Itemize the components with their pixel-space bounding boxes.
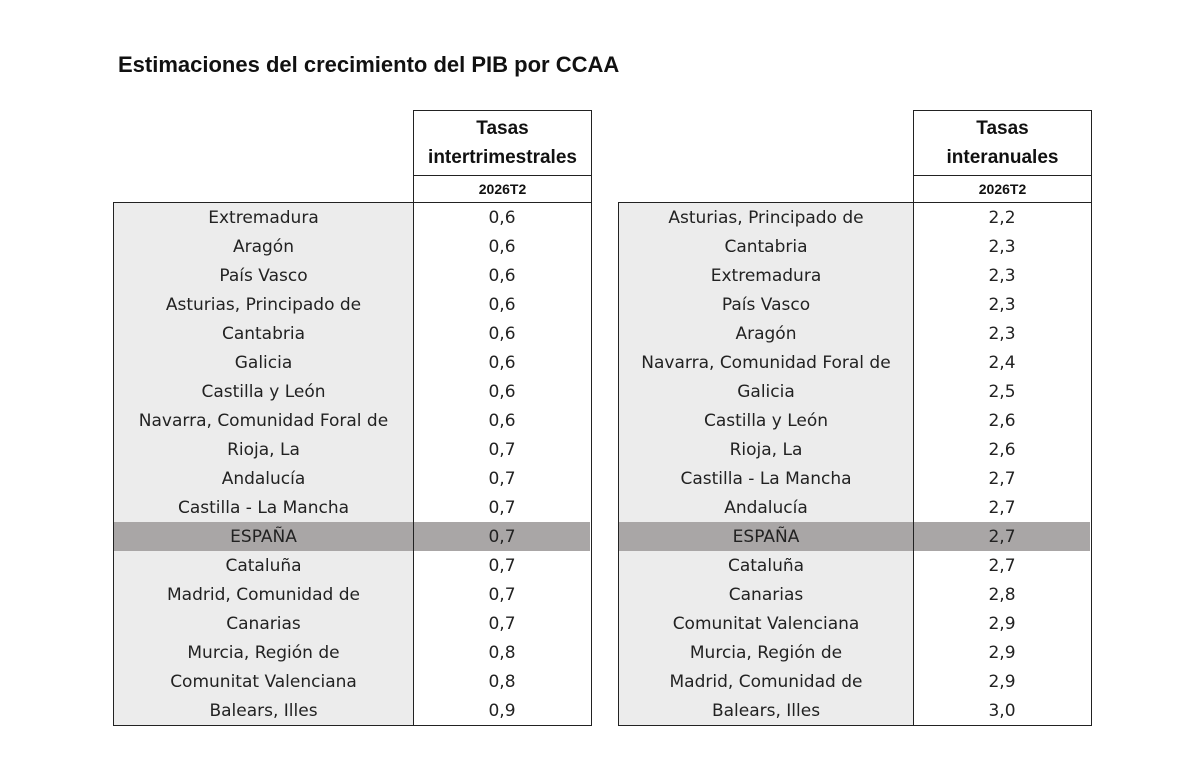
growth-value-cell: 0,8 bbox=[488, 671, 516, 692]
intertrimestral-header bbox=[413, 110, 592, 202]
intertrimestral-header-title: Tasas intertrimestrales bbox=[414, 111, 591, 176]
growth-value-cell: 2,3 bbox=[988, 265, 1016, 286]
growth-value-cell: 0,7 bbox=[488, 439, 516, 460]
region-name-cell: Extremadura bbox=[208, 207, 319, 228]
growth-value-cell: 2,3 bbox=[988, 323, 1016, 344]
region-name-cell: Galicia bbox=[737, 381, 795, 402]
growth-value-cell: 2,6 bbox=[988, 410, 1016, 431]
region-name-cell: Andalucía bbox=[221, 468, 306, 489]
growth-value-cell: 0,7 bbox=[488, 468, 516, 489]
region-name-cell: Canarias bbox=[226, 613, 301, 634]
growth-value-cell: 0,7 bbox=[488, 584, 516, 605]
intertrimestral-period: 2026T2 bbox=[478, 181, 527, 197]
region-name-cell: Aragón bbox=[232, 236, 294, 257]
spain-total-value: 2,7 bbox=[914, 522, 1090, 551]
region-name-cell: Balears, Illes bbox=[209, 700, 318, 721]
region-name-cell: Andalucía bbox=[724, 497, 808, 518]
page-title: Estimaciones del crecimiento del PIB por CCAA bbox=[118, 52, 620, 77]
interanual-period: 2026T2 bbox=[978, 181, 1027, 197]
region-name-cell: Navarra, Comunidad Foral de bbox=[641, 352, 891, 373]
intertrimestral-body bbox=[113, 202, 592, 726]
region-column bbox=[114, 203, 414, 725]
region-name-cell: Canarias bbox=[728, 584, 804, 605]
region-name-cell: Murcia, Región de bbox=[689, 642, 843, 663]
growth-value-cell: 2,4 bbox=[988, 352, 1016, 373]
growth-value-cell: 2,7 bbox=[988, 555, 1016, 576]
growth-value-cell: 0,8 bbox=[488, 642, 516, 663]
region-column bbox=[619, 203, 914, 725]
region-name-cell: Balears, Illes bbox=[711, 700, 821, 721]
growth-value-cell: 0,6 bbox=[488, 381, 516, 402]
region-name-cell: Murcia, Región de bbox=[187, 642, 340, 663]
region-name-cell: Aragón bbox=[735, 323, 797, 344]
region-name-cell: Cataluña bbox=[727, 555, 805, 576]
region-name-cell: Asturias, Principado de bbox=[668, 207, 864, 228]
region-name-cell: Madrid, Comunidad de bbox=[167, 584, 360, 605]
growth-value-cell: 2,3 bbox=[988, 294, 1016, 315]
growth-value-cell: 0,7 bbox=[488, 555, 516, 576]
growth-value-cell: 0,6 bbox=[488, 207, 516, 228]
region-name-cell: Castilla y León bbox=[703, 410, 829, 431]
region-name-cell: País Vasco bbox=[721, 294, 811, 315]
growth-value-cell: 0,6 bbox=[488, 323, 516, 344]
spain-total-label: ESPAÑA bbox=[619, 522, 913, 551]
region-name-cell: Cantabria bbox=[724, 236, 808, 257]
growth-value-cell: 0,6 bbox=[488, 265, 516, 286]
interanual-header bbox=[913, 110, 1092, 202]
value-column bbox=[914, 203, 1090, 725]
region-name-cell: Comunitat Valenciana bbox=[170, 671, 357, 692]
growth-value-cell: 2,5 bbox=[988, 381, 1016, 402]
interanual-header-title: Tasas interanuales bbox=[914, 111, 1091, 176]
growth-value-cell: 0,6 bbox=[488, 294, 516, 315]
growth-value-cell: 2,8 bbox=[988, 584, 1016, 605]
growth-value-cell: 0,9 bbox=[488, 700, 516, 721]
growth-value-cell: 0,7 bbox=[488, 613, 516, 634]
value-column bbox=[414, 203, 590, 725]
growth-value-cell: 0,6 bbox=[488, 352, 516, 373]
region-name-cell: País Vasco bbox=[219, 265, 308, 286]
growth-value-cell: 2,3 bbox=[988, 236, 1016, 257]
growth-value-cell: 0,6 bbox=[488, 236, 516, 257]
growth-value-cell: 2,7 bbox=[988, 468, 1016, 489]
region-name-cell: Extremadura bbox=[710, 265, 822, 286]
region-name-cell: Cantabria bbox=[221, 323, 306, 344]
growth-value-cell: 3,0 bbox=[988, 700, 1016, 721]
growth-value-cell: 2,7 bbox=[988, 497, 1016, 518]
interanual-body bbox=[618, 202, 1092, 726]
region-name-cell: Madrid, Comunidad de bbox=[669, 671, 863, 692]
region-name-cell: Comunitat Valenciana bbox=[672, 613, 860, 634]
growth-value-cell: 2,9 bbox=[988, 671, 1016, 692]
growth-value-cell: 2,2 bbox=[988, 207, 1016, 228]
region-name-cell: Cataluña bbox=[225, 555, 302, 576]
region-name-cell: Rioja, La bbox=[729, 439, 803, 460]
growth-value-cell: 2,9 bbox=[988, 613, 1016, 634]
growth-value-cell: 0,6 bbox=[488, 410, 516, 431]
growth-value-cell: 2,9 bbox=[988, 642, 1016, 663]
region-name-cell: Castilla - La Mancha bbox=[680, 468, 852, 489]
region-name-cell: Rioja, La bbox=[227, 439, 300, 460]
region-name-cell: Castilla - La Mancha bbox=[177, 497, 350, 518]
growth-value-cell: 0,7 bbox=[488, 497, 516, 518]
region-name-cell: Navarra, Comunidad Foral de bbox=[138, 410, 389, 431]
region-name-cell: Asturias, Principado de bbox=[165, 294, 362, 315]
region-name-cell: Galicia bbox=[234, 352, 293, 373]
growth-value-cell: 2,6 bbox=[988, 439, 1016, 460]
spain-total-value: 0,7 bbox=[414, 522, 590, 551]
region-name-cell: Castilla y León bbox=[201, 381, 326, 402]
spain-total-label: ESPAÑA bbox=[114, 522, 413, 551]
